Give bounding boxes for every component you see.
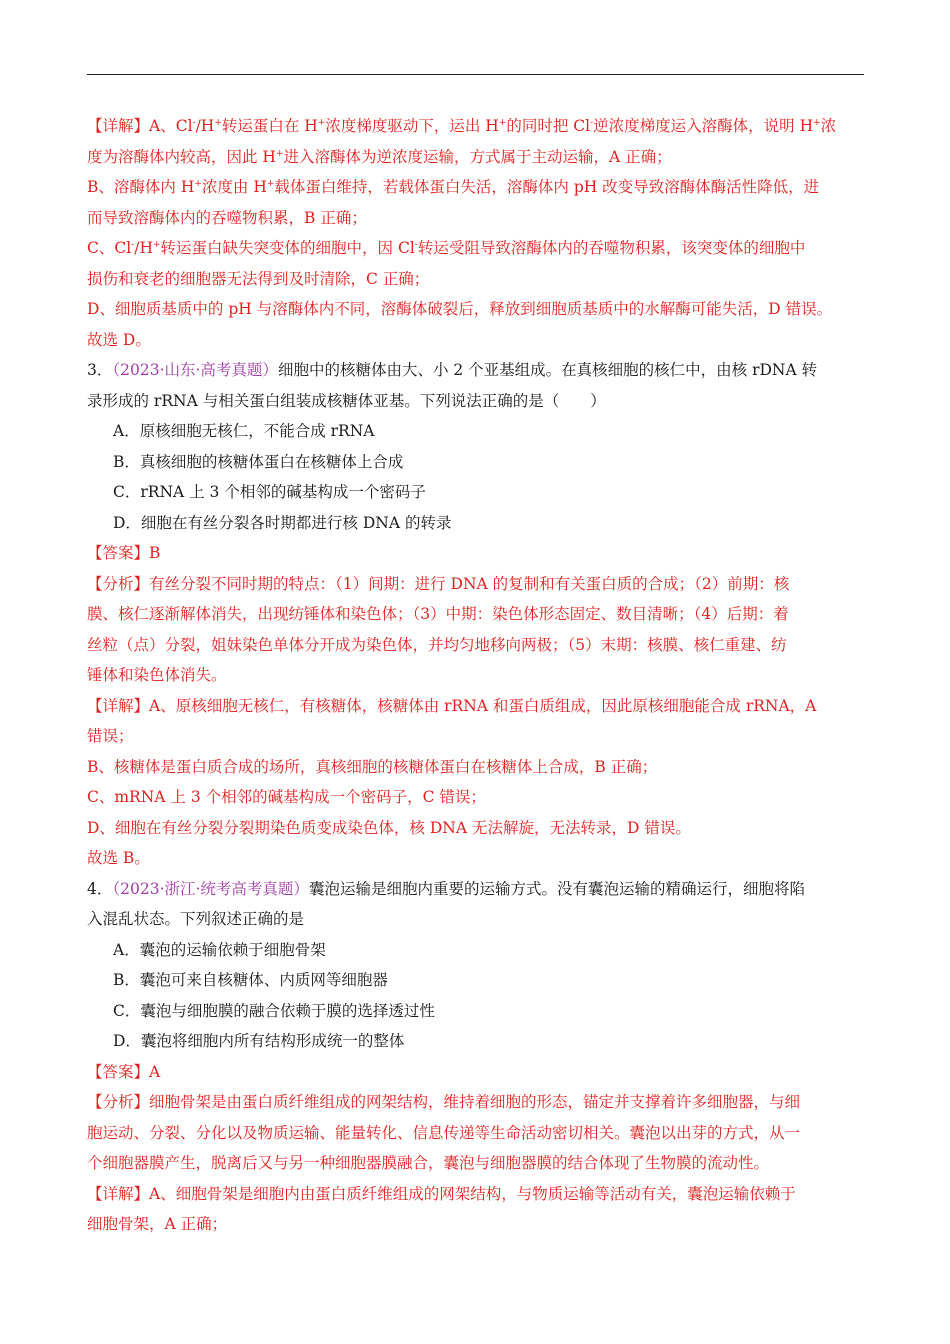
q2-detail-line-6: 损伤和衰老的细胞器无法得到及时清除，C 正确； bbox=[87, 269, 430, 288]
q4-answer: 【答案】A bbox=[87, 1062, 161, 1081]
q4-analysis-line-1: 【分析】细胞骨架是由蛋白质纤维组成的网架结构，维持着细胞的形态，锚定并支撑着许多细胞器，与细 bbox=[87, 1093, 801, 1111]
q3-detail-line-5: D、细胞在有丝分裂分裂期染色质变成染色体，核 DNA 无法解旋，无法转录，D 错误。 bbox=[87, 818, 691, 837]
q4-option-c: C．囊泡与细胞膜的融合依赖于膜的选择透过性 bbox=[113, 1001, 435, 1020]
q2-detail-line-3: B、溶酶体内 H+浓度由 H+载体蛋白维持，若载体蛋白失活，溶酶体内 pH 改变导致溶酶体酶活性降低，进 bbox=[87, 178, 820, 196]
q4-option-b: B．囊泡可来自核糖体、内质网等细胞器 bbox=[113, 971, 388, 989]
q4-detail-line-2: 细胞骨架，A 正确； bbox=[87, 1215, 228, 1233]
q3-detail-line-2: 错误； bbox=[87, 727, 134, 745]
q4-option-a: A．囊泡的运输依赖于细胞骨架 bbox=[113, 940, 326, 959]
q2-detail-line-7: D、细胞质基质中的 pH 与溶酶体内不同，溶酶体破裂后，释放到细胞质基质中的水解酶可能失活，D 错误。 bbox=[87, 300, 833, 318]
q3-detail-line-3: B、核糖体是蛋白质合成的场所，真核细胞的核糖体蛋白在核糖体上合成，B 正确； bbox=[87, 757, 658, 776]
q4-source: （2023·浙江·统考高考真题） bbox=[112, 879, 309, 898]
q4-stem-line-1: 4．（2023·浙江·统考高考真题）囊泡运输是细胞内重要的运输方式。没有囊泡运输的精确运行，细胞将陷 bbox=[87, 879, 805, 898]
q3-option-b: B．真核细胞的核糖体蛋白在核糖体上合成 bbox=[113, 452, 404, 471]
q4-stem-line-2: 入混乱状态。下列叙述正确的是 bbox=[87, 910, 305, 928]
q3-source: （2023·山东·高考真题） bbox=[112, 361, 278, 379]
q2-detail-line-4: 而导致溶酶体内的吞噬物积累，B 正确； bbox=[87, 208, 367, 227]
q3-analysis-line-4: 锤体和染色体消失。 bbox=[87, 666, 227, 684]
q4-number: 4． bbox=[87, 879, 113, 898]
q3-detail-line-6: 故选 B。 bbox=[87, 849, 150, 867]
q3-answer: 【答案】B bbox=[87, 544, 161, 562]
q3-analysis-line-3: 丝粒（点）分裂，姐妹染色单体分开成为染色体，并均匀地移向两极；（5）末期：核膜、核仁重建、纺 bbox=[87, 635, 787, 654]
q3-stem-line-1: 3．（2023·山东·高考真题）细胞中的核糖体由大、小 2 个亚基组成。在真核细胞的核仁中，由核 rDNA 转 bbox=[87, 361, 818, 379]
q3-option-c: C．rRNA 上 3 个相邻的碱基构成一个密码子 bbox=[113, 483, 426, 501]
q3-analysis-line-2: 膜、核仁逐渐解体消失，出现纺锤体和染色体；（3）中期：染色体形态固定、数目清晰；（4）后期：着 bbox=[87, 605, 789, 623]
q2-detail-line-8: 故选 D。 bbox=[87, 330, 151, 349]
header-rule bbox=[87, 74, 864, 75]
q3-detail-line-1: 【详解】A、原核细胞无核仁，有核糖体，核糖体由 rRNA 和蛋白质组成，因此原核细胞能合成 rRNA，A bbox=[87, 696, 817, 715]
page-content bbox=[87, 111, 869, 1240]
q4-analysis-line-3: 个细胞器膜产生，脱离后又与另一种细胞器膜融合，囊泡与细胞器膜的结合体现了生物膜的流动性。 bbox=[87, 1154, 770, 1172]
q3-option-a: A．原核细胞无核仁，不能合成 rRNA bbox=[113, 422, 375, 440]
q3-option-d: D．细胞在有丝分裂各时期都进行核 DNA 的转录 bbox=[113, 513, 452, 532]
q3-detail-line-4: C、mRNA 上 3 个相邻的碱基构成一个密码子，C 错误； bbox=[87, 788, 486, 806]
q3-number: 3． bbox=[87, 361, 113, 379]
q2-detail-line-2: 度为溶酶体内较高，因此 H+进入溶酶体为逆浓度运输，方式属于主动运输，A 正确； bbox=[87, 147, 672, 166]
q4-option-d: D．囊泡将细胞内所有结构形成统一的整体 bbox=[113, 1032, 405, 1050]
q3-stem-line-2: 录形成的 rRNA 与相关蛋白组装成核糖体亚基。下列说法正确的是（ ） bbox=[87, 391, 606, 410]
q4-detail-line-1: 【详解】A、细胞骨架是细胞内由蛋白质纤维组成的网架结构，与物质运输等活动有关，囊泡运输依赖于 bbox=[87, 1184, 796, 1203]
q3-analysis-line-1: 【分析】有丝分裂不同时期的特点：（1）间期：进行 DNA 的复制和有关蛋白质的合成；（2）前期：核 bbox=[87, 574, 790, 593]
q2-detail-line-5: C、Cl-/H+转运蛋白缺失突变体的细胞中，因 Cl-转运受阻导致溶酶体内的吞噬物积累，该突变体的细胞中 bbox=[87, 239, 806, 257]
q4-analysis-line-2: 胞运动、分裂、分化以及物质运输、能量转化、信息传递等生命活动密切相关。囊泡以出芽的方式，从一 bbox=[87, 1123, 801, 1142]
q2-detail-line-1: 【详解】A、Cl-/H+转运蛋白在 H+浓度梯度驱动下，运出 H+的同时把 Cl-逆浓度梯度运入溶酶体，说明 H+浓 bbox=[87, 117, 837, 135]
